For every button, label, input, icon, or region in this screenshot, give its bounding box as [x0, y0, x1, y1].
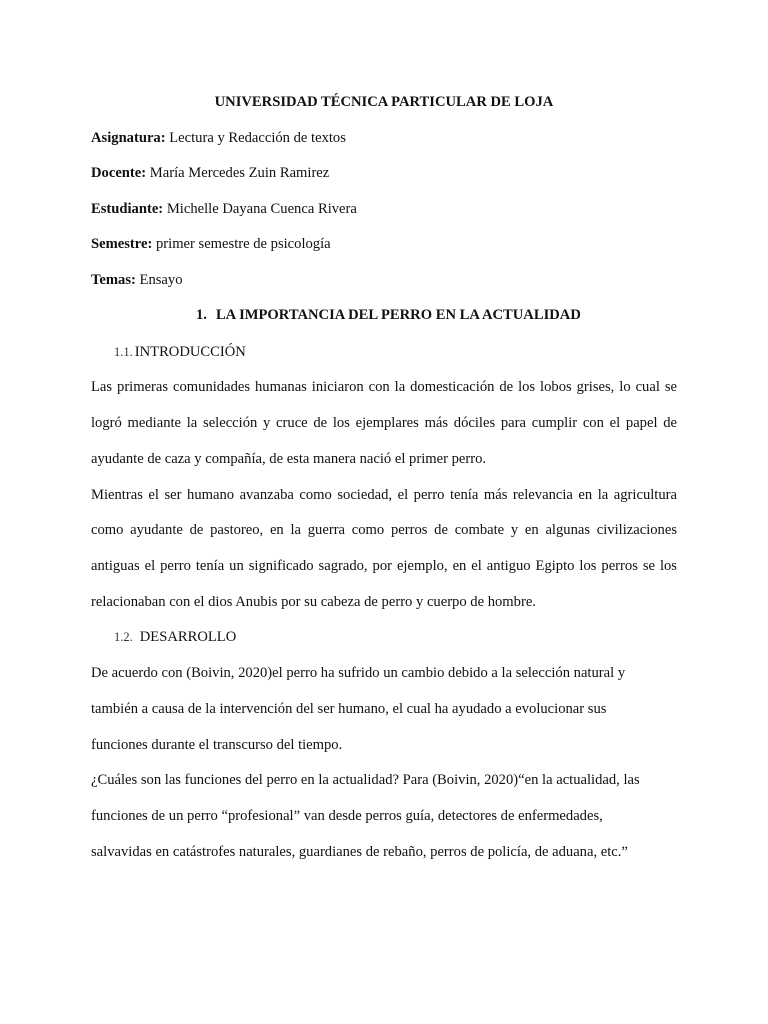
- paragraph-line: como ayudante de pastoreo, en la guerra como perros de combate y en algunas civilizaciones: [91, 522, 677, 538]
- section-heading: [196, 306, 581, 324]
- student-value: Michelle Dayana Cuenca Rivera: [163, 201, 357, 217]
- paragraph-line: también a causa de la intervención del ser humano, el cual ha ayudado a evolucionar sus: [91, 701, 607, 717]
- subsection-number: 1.1.: [114, 345, 133, 359]
- topics-label: Temas:: [91, 272, 136, 288]
- semester-label: Semestre:: [91, 236, 153, 252]
- paragraph-line: De acuerdo con (Boivin, 2020)el perro ha sufrido un cambio debido a la selección natural y: [91, 665, 626, 681]
- paragraph-line: relacionaban con el dios Anubis por su cabeza de perro y cuerpo de hombre.: [91, 594, 536, 610]
- semester-value: primer semestre de psicología: [152, 236, 331, 252]
- teacher-value: María Mercedes Zuin Ramirez: [146, 165, 330, 181]
- topics-value: Ensayo: [135, 272, 183, 288]
- paragraph-line: funciones durante el transcurso del tiempo.: [91, 737, 343, 753]
- semester-line: [91, 235, 331, 253]
- paragraph-line: logró mediante la selección y cruce de los ejemplares más dóciles para cumplir con el papel de: [91, 415, 677, 431]
- section-number: 1.: [196, 307, 207, 323]
- student-label: Estudiante:: [91, 201, 164, 217]
- paragraph-line: funciones de un perro “profesional” van desde perros guía, detectores de enfermedades,: [91, 808, 603, 824]
- subject-value: Lectura y Redacción de textos: [165, 130, 346, 146]
- student-line: [91, 200, 357, 218]
- paragraph-line: Mientras el ser humano avanzaba como sociedad, el perro tenía más relevancia en la agricultura: [91, 487, 677, 503]
- subsection-title: INTRODUCCIÓN: [134, 344, 246, 360]
- topics-line: [91, 271, 183, 289]
- subject-line: [91, 129, 346, 147]
- paragraph-line: ¿Cuáles son las funciones del perro en la actualidad? Para (Boivin, 2020)“en la actualidad, las: [91, 772, 640, 788]
- subsection-number: 1.2.: [114, 630, 133, 644]
- subsection-title: DESARROLLO: [139, 629, 237, 645]
- section-title: LA IMPORTANCIA DEL PERRO EN LA ACTUALIDAD: [215, 307, 581, 323]
- subsection-heading-development: [114, 628, 236, 646]
- paragraph-line: ayudante de caza y compañía, de esta manera nació el primer perro.: [91, 451, 487, 467]
- teacher-label: Docente:: [91, 165, 147, 181]
- subject-label: Asignatura:: [91, 130, 166, 146]
- university-title: UNIVERSIDAD TÉCNICA PARTICULAR DE LOJA: [214, 94, 554, 110]
- paragraph-line: Las primeras comunidades humanas iniciaron con la domesticación de los lobos grises, lo cual se: [91, 379, 677, 395]
- teacher-line: [91, 164, 329, 182]
- subsection-heading-intro: [114, 343, 246, 361]
- paragraph-line: antiguas el perro tenía un significado sagrado, por ejemplo, en el antiguo Egipto los perros se los: [91, 558, 677, 574]
- paragraph-line: salvavidas en catástrofes naturales, guardianes de rebaño, perros de policía, de aduana, etc.”: [91, 844, 628, 860]
